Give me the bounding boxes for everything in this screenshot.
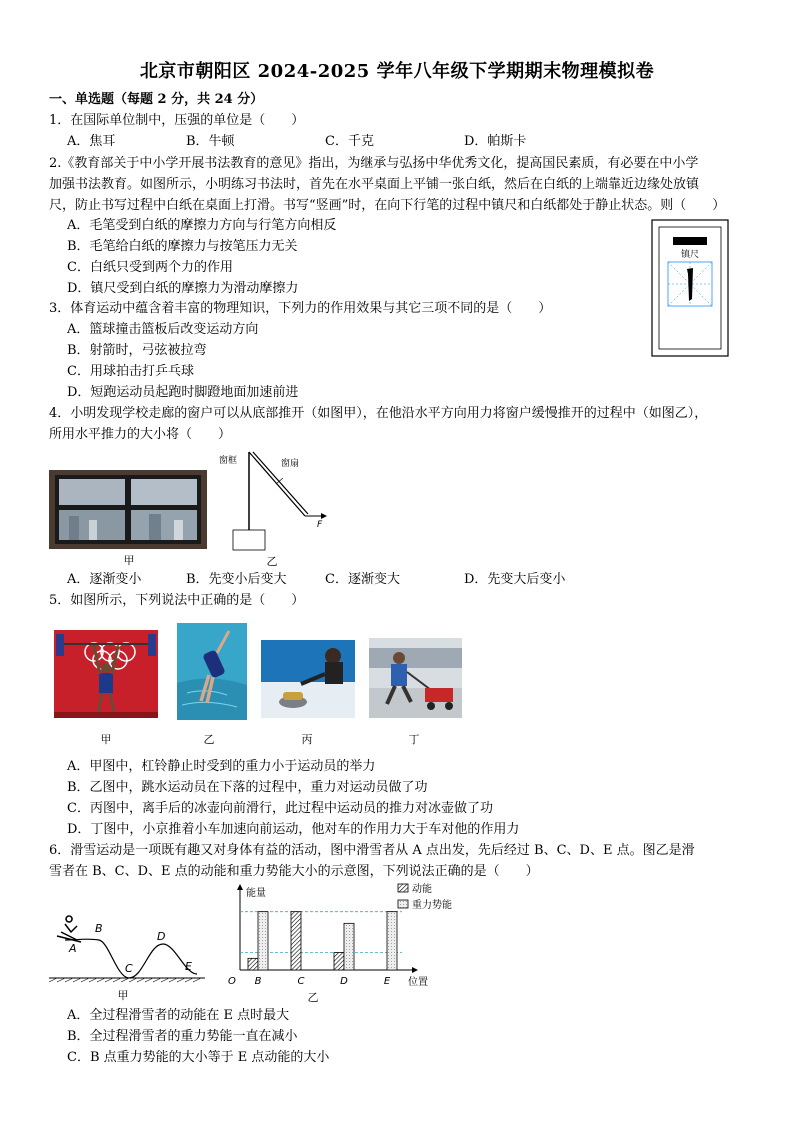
- q3-option-d: D．短跑运动员起跑时脚蹬地面加速前进: [67, 385, 299, 400]
- legend-swatch-0: [398, 884, 408, 892]
- q1-option-c: C．千克: [325, 134, 374, 149]
- bar-B-kinetic: [248, 958, 258, 970]
- q6-energy-chart: [222, 882, 472, 992]
- q2-option-b: B．毛笔给白纸的摩擦力与按笔压力无关: [67, 239, 298, 254]
- q5-option-a: A．甲图中，杠铃静止时受到的重力小于运动员的举力: [67, 759, 376, 774]
- sash-label: 窗扇: [281, 459, 300, 469]
- q3-option-c: C．用球拍击打乒乓球: [67, 364, 194, 379]
- q4-caption-yi: 乙: [266, 555, 278, 568]
- q5-photo-curling: [261, 640, 355, 718]
- q6-option-a: A．全过程滑雪者的动能在 E 点时最大: [67, 1008, 290, 1023]
- q6-track-diagram: [47, 896, 207, 988]
- q6-caption-jia: 甲: [117, 989, 129, 1002]
- q4-option-a: A．逐渐变小: [67, 572, 142, 587]
- x-tick-D: D: [340, 976, 348, 987]
- x-tick-B: B: [254, 976, 262, 987]
- q2-figure: [651, 219, 729, 357]
- q4-window-diagram: [213, 448, 333, 553]
- q5-caption-jia: 甲: [100, 733, 112, 746]
- skier-icon: [61, 916, 77, 940]
- q2-option-c: C．白纸只受到两个力的作用: [67, 260, 233, 275]
- q6-caption-yi: 乙: [307, 991, 319, 1004]
- q2-option-d: D．镇尺受到白纸的摩擦力为滑动摩擦力: [67, 281, 299, 296]
- q4-stem-line1: 4．小明发现学校走廊的窗户可以从底部推开（如图甲），在他沿水平方向用力将窗户缓慢推开的过程中（如图乙），: [49, 406, 708, 421]
- legend-swatch-1: [398, 900, 408, 908]
- q6-option-c: C．B 点重力势能的大小等于 E 点动能的大小: [67, 1050, 330, 1065]
- bar-D-kinetic: [334, 953, 344, 971]
- point-b: B: [95, 922, 103, 935]
- point-a: A: [69, 942, 77, 955]
- force-label: F: [317, 520, 323, 530]
- paperweight-label: 镇尺: [680, 250, 700, 260]
- q1-stem: 1．在国际单位制中，压强的单位是（ ）: [49, 113, 305, 128]
- q4-option-c: C．逐渐变大: [325, 572, 400, 587]
- q4-caption-jia: 甲: [123, 554, 135, 567]
- legend-label-1: 重力势能: [412, 900, 452, 911]
- bar-C-kinetic: [291, 912, 301, 970]
- q5-caption-bing: 丙: [301, 733, 313, 746]
- origin-label: O: [228, 976, 236, 987]
- bar-D-potential: [344, 923, 354, 970]
- q5-photo-cart: [369, 638, 462, 718]
- q1-option-b: B．牛顿: [186, 134, 235, 149]
- q2-stem-line3: 尺，防止书写过程中白纸在桌面上打滑。书写“竖画”时，在向下行笔的过程中镇尺和白纸都处于静止状态。则（ ）: [49, 198, 726, 213]
- x-tick-C: C: [297, 976, 305, 987]
- q4-option-b: B．先变小后变大: [186, 572, 287, 587]
- bar-E-potential: [387, 912, 397, 970]
- bar-B-potential: [258, 912, 268, 970]
- q2-stem-line1: 2.《教育部关于中小学开展书法教育的意见》指出，为继承与弘扬中华优秀文化，提高国民素质，有必要在中小学: [49, 156, 699, 171]
- y-axis-label: 能量: [246, 888, 266, 899]
- q3-option-b: B．射箭时，弓弦被拉弯: [67, 343, 207, 358]
- q1-option-a: A．焦耳: [67, 134, 116, 149]
- x-axis-arrow: [412, 967, 418, 973]
- paperweight-bar: [673, 237, 707, 245]
- q5-photo-weightlifter: [54, 630, 158, 718]
- frame-label: 窗框: [219, 456, 238, 466]
- q6-stem-line2: 雪者在 B、C、D、E 点的动能和重力势能大小的示意图，下列说法正确的是（ ）: [49, 864, 539, 879]
- page-title: 北京市朝阳区 2024-2025 学年八年级下学期期末物理模拟卷: [139, 61, 655, 82]
- q4-stem-line2: 所用水平推力的大小将（ ）: [49, 427, 232, 442]
- q5-photo-diver: [177, 623, 247, 720]
- q3-stem: 3．体育运动中蕴含着丰富的物理知识，下列力的作用效果与其它三项不同的是（ ）: [49, 301, 552, 316]
- point-e: E: [185, 960, 192, 973]
- point-c: C: [125, 962, 133, 975]
- q5-option-d: D．丁图中，小京推着小车加速向前运动，他对车的作用力大于车对他的作用力: [67, 822, 520, 837]
- q5-stem: 5．如图所示，下列说法中正确的是（ ）: [49, 593, 305, 608]
- q5-option-c: C．丙图中，离手后的冰壶向前滑行，此过程中运动员的推力对冰壶做了功: [67, 801, 493, 816]
- x-tick-E: E: [383, 976, 391, 987]
- q3-option-a: A．篮球撞击篮板后改变运动方向: [67, 322, 259, 337]
- q6-option-b: B．全过程滑雪者的重力势能一直在减小: [67, 1029, 298, 1044]
- q5-caption-yi: 乙: [203, 733, 215, 746]
- y-axis-arrow: [237, 884, 243, 890]
- window-base: [233, 530, 265, 550]
- q1-option-d: D．帕斯卡: [464, 134, 527, 149]
- legend-label-0: 动能: [412, 884, 432, 895]
- q2-option-a: A．毛笔受到白纸的摩擦力方向与行笔方向相反: [67, 218, 337, 233]
- point-d: D: [157, 930, 166, 943]
- q4-option-d: D．先变大后变小: [464, 572, 566, 587]
- q4-window-photo: [49, 470, 207, 549]
- q2-stem-line2: 加强书法教育。如图所示，小明练习书法时，首先在水平桌面上平铺一张白纸，然后在白纸的上端靠近边缘处放镇: [49, 177, 700, 192]
- section-heading: 一、单选题（每题 2 分，共 24 分）: [49, 92, 264, 107]
- q5-caption-ding: 丁: [408, 733, 420, 746]
- x-axis-label: 位置: [408, 977, 428, 988]
- q6-stem-line1: 6．滑雪运动是一项既有趣又对身体有益的活动，图中滑雪者从 A 点出发，先后经过 B、C、D、E 点。图乙是滑: [49, 843, 695, 858]
- q5-option-b: B．乙图中，跳水运动员在下落的过程中，重力对运动员做了功: [67, 780, 428, 795]
